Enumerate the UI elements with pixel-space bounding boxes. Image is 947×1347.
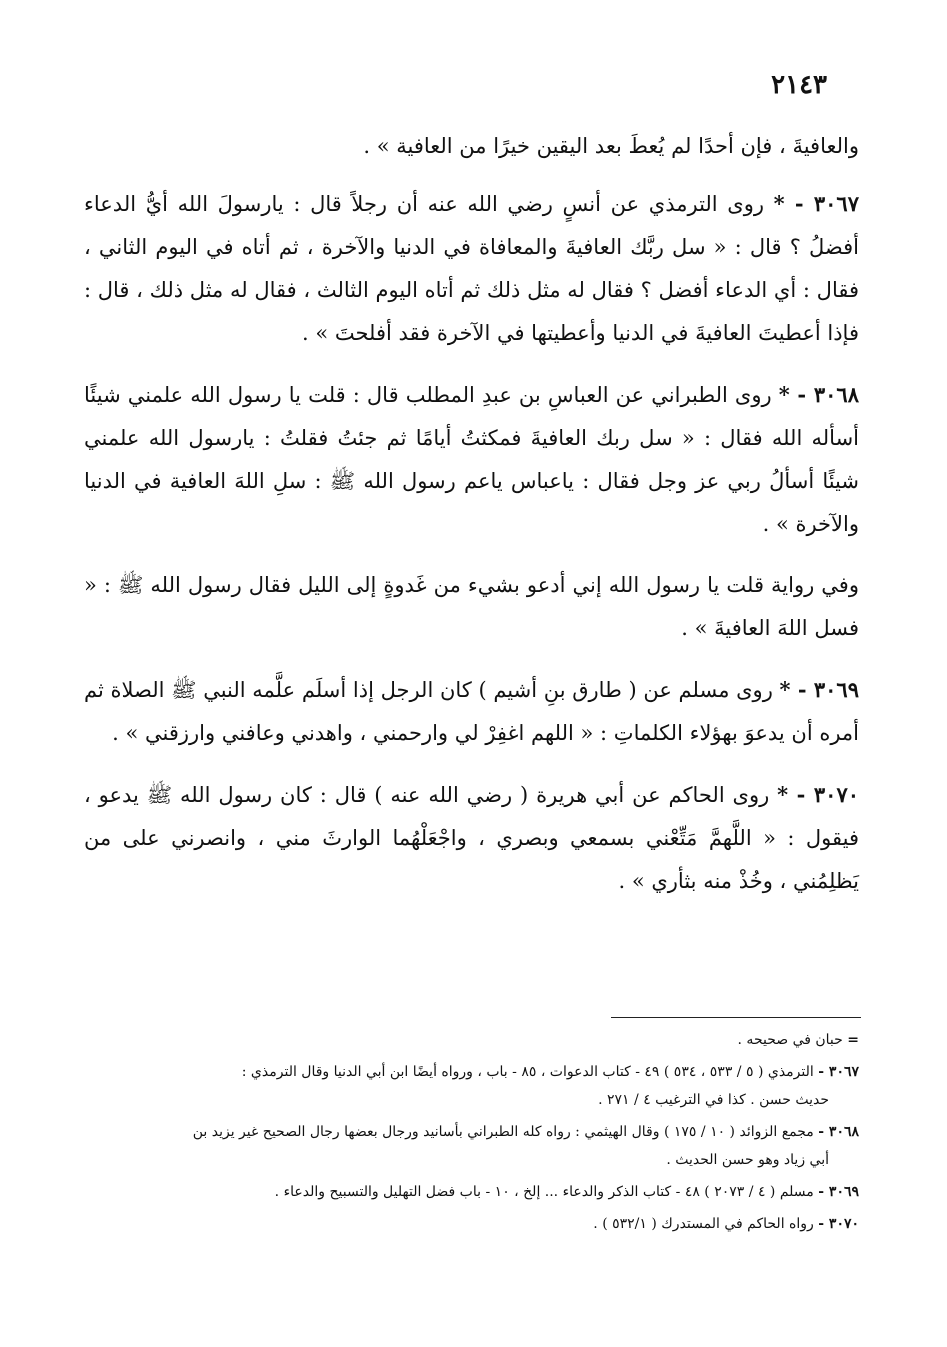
paragraph-text: روى الحاكم عن أبي هريرة ( رضي الله عنه ) قال : كان رسول الله ﷺ يدعو ، فيقول : « اللَّهمَّ مَتِّعْني بسمعي وبصري ، واجْعَلْهُما الوارثَ مني ، وانصرني على من يَظلِمُني ، وخُذْ منه بثأري » . [84,783,859,893]
paragraph-text: والعافيةَ ، فإن أحدًا لم يُعطَ بعد اليقين خيرًا من العافية » . [363,134,859,158]
footnote-continuation [84,1026,859,1054]
footnote-number: ٣٠٦٨ - [818,1124,859,1140]
footnote-3067 [84,1058,859,1114]
hadith-3069 [84,668,859,755]
footnote-divider [611,1017,861,1018]
hadith-number: ٣٠٦٧ - * [773,191,859,216]
main-text [84,125,859,921]
footnote-text: الترمذي ( ٥ / ٥٣٣ ، ٥٣٤ ) ٤٩ - كتاب الدعوات ، ٨٥ - باب ، ورواه أيضًا ابن أبي الدنيا وقال الترمذي : [241,1064,814,1080]
footnote-3068 [84,1118,859,1174]
hadith-3067 [84,182,859,355]
footnote-text: رواه الحاكم في المستدرك ( ٥٣٢/١ ) . [593,1216,814,1232]
narration-variant [84,564,859,650]
footnote-text: حديث حسن . كذا في الترغيب ٤ / ٢٧١ . [598,1092,829,1108]
footnote-number: ٣٠٦٧ - [818,1064,859,1080]
footnotes [84,1026,859,1242]
footnote-3070 [84,1210,859,1238]
paragraph-text: روى الطبراني عن العباسِ بن عبدِ المطلب قال : قلت يا رسول الله علمني شيئًا أسأله الله فقال : « سل ربك العافيةَ فمكثتُ أيامًا ثم جئتُ فقلتُ : يارسول الله علمني شيئًا أسألُ ربي عز وجل فقال : ياعباس ياعم رسول الله ﷺ : سلِ اللهَ العافية في الدنيا والآخرة » . [84,383,859,536]
footnote-text: مجمع الزوائد ( ١٠ / ١٧٥ ) وقال الهيثمي : رواه كله الطبراني بأسانيد ورجال بعضها رجال الصحيح غير يزيد بن [192,1124,814,1140]
hadith-number: ٣٠٦٨ - * [778,382,859,407]
footnote-number: = [847,1032,859,1048]
footnote-text: أبي زياد وهو حسن الحديث . [666,1152,829,1168]
hadith-number: ٣٠٧٠ - * [777,782,860,807]
paragraph-text: وفي رواية قلت يا رسول الله إني أدعو بشيء من غَدوةٍ إلى الليل فقال رسول الله ﷺ : « فسل اللهَ العافيةَ » . [84,573,859,640]
page-number: ٢١٤٣ [771,70,827,100]
footnote-number: ٣٠٧٠ - [818,1216,859,1232]
hadith-number: ٣٠٦٩ - * [779,677,859,702]
footnote-3069 [84,1178,859,1206]
hadith-3070 [84,773,859,903]
paragraph-continuation [84,125,859,168]
footnote-text: حبان في صحيحه . [737,1032,843,1048]
paragraph-text: روى مسلم عن ( طارق بنِ أشيم ) كان الرجل إذا أسلَم علَّمه النبي ﷺ الصلاة ثم أمره أن يدعوَ بهؤلاء الكلماتِ : « اللهم اغفِرْ لي وارحمني ، واهدني وعافني وارزقني » . [84,678,859,745]
footnote-number: ٣٠٦٩ - [818,1184,859,1200]
paragraph-text: روى الترمذي عن أنسٍ رضي الله عنه أن رجلاً قال : يارسولَ الله أيُّ الدعاء أفضلُ ؟ قال : « سل ربَّك العافيةَ والمعافاة في الدنيا والآخرة ، ثم أتاه في اليوم الثاني ، فقال : أي الدعاء أفضل ؟ فقال له مثل ذلك ثم أتاه اليوم الثالث ، فقال له مثل ذلك ، قال : فإذا أعطيتَ العافيةَ في الدنيا وأعطيتها في الآخرة فقد أفلحتَ » . [84,192,859,345]
footnote-text: مسلم ( ٤ / ٢٠٧٣ ) ٤٨ - كتاب الذكر والدعاء ... إلخ ، ١٠ - باب فضل التهليل والتسبيح والدعاء . [274,1184,814,1200]
hadith-3068 [84,373,859,546]
